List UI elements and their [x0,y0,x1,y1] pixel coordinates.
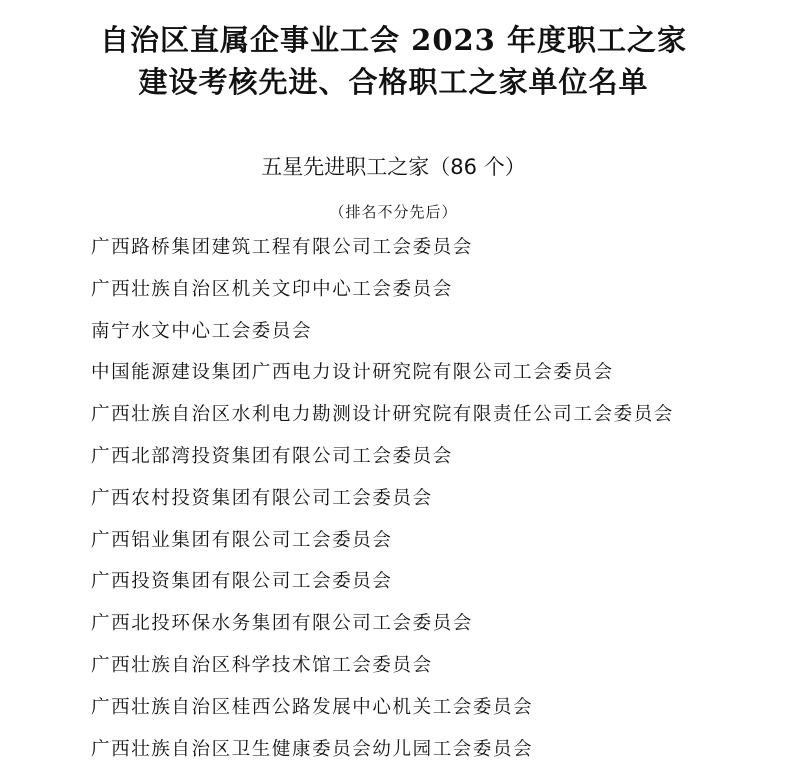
list-item: 广西路桥集团建筑工程有限公司工会委员会 [91,237,473,258]
list-item: 广西壮族自治区桂西公路发展中心机关工会委员会 [91,696,534,718]
list-item: 中国能源建设集团广西电力设计研究院有限公司工会委员会 [91,362,614,384]
list-item: 广西壮族自治区卫生健康委员会幼儿园工会委员会 [91,738,534,760]
section-title: 五星先进职工之家（86 个） [261,155,526,179]
list-item: 广西壮族自治区水利电力勘测设计研究院有限责任公司工会委员会 [91,404,674,426]
document-title-line-1: 自治区直属企事业工会 2023 年度职工之家 [100,23,687,57]
list-item: 广西投资集团有限公司工会委员会 [91,571,393,593]
ranking-note: （排名不分先后） [329,203,458,221]
list-item: 广西铝业集团有限公司工会委员会 [91,529,393,551]
document-title-line-2: 建设考核先进、合格职工之家单位名单 [138,65,649,99]
list-item: 广西北部湾投资集团有限公司工会委员会 [91,445,453,467]
unit-list [91,231,674,774]
list-item: 南宁水文中心工会委员会 [91,320,313,342]
list-item: 广西壮族自治区科学技术馆工会委员会 [91,654,433,676]
list-item: 广西北投环保水务集团有限公司工会委员会 [91,613,473,635]
list-item: 广西壮族自治区机关文印中心工会委员会 [91,278,453,300]
list-item: 广西农村投资集团有限公司工会委员会 [91,487,433,509]
